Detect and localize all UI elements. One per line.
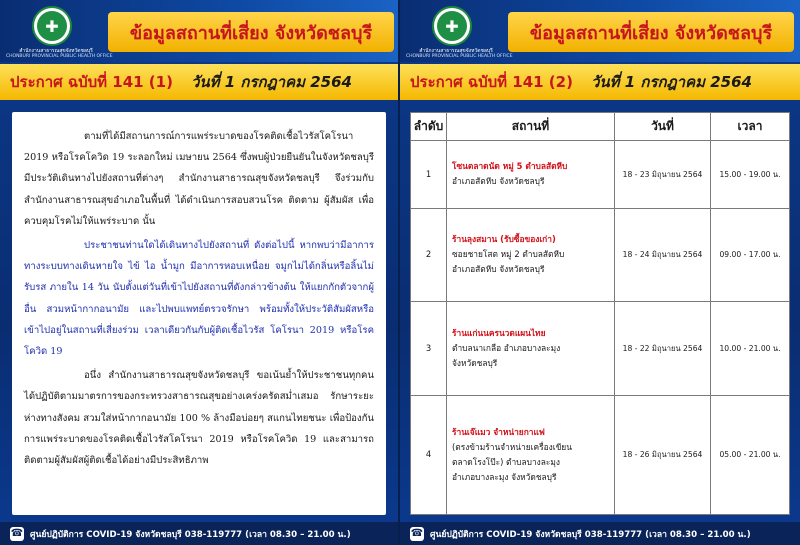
title-banner xyxy=(508,12,794,52)
table-row xyxy=(411,208,790,302)
hotline-footer xyxy=(400,522,800,545)
health-seal-logo xyxy=(432,6,472,46)
place-name: ร้านแก่นนครนวดแผนไทย xyxy=(452,327,546,338)
place-address: ซอยชายโสต หมู่ 2 ตำบลสัตหีบ อำเภอสัตหีบ จังหวัดชลบุรี xyxy=(452,249,565,275)
paragraph-advice: ประชาชนท่านใดได้เดินทางไปยังสถานที่ ดังต่อไปนี้ หากพบว่ามีอาการทางระบบทางเดินหายใจ ไข้ ไอ น้ำมูก มีอาการหอบเหนื่อย จมูกไม่ได้กลิ่นหรือลิ้นไม่รับรส ภายใน 14 วัน นับตั้งแต่วันที่เข้าไปยังสถานที่ดังกล่าวข้างต้น ให้แยกกักตัวจากผู้อื่น สวมหน้ากากอนามัย และไปพบแพทย์ตรวจรักษา พร้อมทั้งให้ประวัติสัมผัสหรือเข้าไปอยู่ในสถานที่เสี่ยงร่วม เวลาเดียวกันกับผู้ติดเชื้อไวรัส โคโรนา 2019 หรือโรคโควิด 19 xyxy=(24,240,374,358)
col-header-place: สถานที่ xyxy=(447,113,615,141)
title-banner xyxy=(108,12,394,52)
col-header-date: วันที่ xyxy=(615,113,711,141)
org-name-en: CHONBURI PROVINCIAL PUBLIC HEALTH OFFICE xyxy=(6,54,113,59)
hotline-footer xyxy=(0,522,400,545)
announcement-number: ประกาศ ฉบับที่ 141 (2) xyxy=(410,73,573,91)
row-date: 18 - 26 มิถุนายน 2564 xyxy=(615,395,711,514)
row-date: 18 - 22 มิถุนายน 2564 xyxy=(615,302,711,396)
caduceus-icon: ✚ xyxy=(437,11,467,41)
risk-locations-table-wrap xyxy=(410,112,790,515)
place-address: อำเภอสัตหีบ จังหวัดชลบุรี xyxy=(452,176,545,187)
row-place xyxy=(447,141,615,209)
announcement-bar xyxy=(400,64,800,100)
row-time: 15.00 - 19.00 น. xyxy=(711,141,790,209)
place-address: ตำบลนาเกลือ อำเภอบางละมุง จังหวัดชลบุรี xyxy=(452,342,561,368)
org-name-en: CHONBURI PROVINCIAL PUBLIC HEALTH OFFICE xyxy=(406,54,513,59)
announcement-text-card xyxy=(12,112,386,515)
row-place xyxy=(447,395,615,514)
announcement-date: วันที่ 1 กรกฎาคม 2564 xyxy=(190,73,352,91)
page-title: ข้อมูลสถานที่เสี่ยง จังหวัดชลบุรี xyxy=(529,22,773,44)
panel-header xyxy=(0,0,400,62)
caduceus-icon: ✚ xyxy=(37,11,67,41)
hotline-text: ศูนย์ปฏิบัติการ COVID-19 จังหวัดชลบุรี 038-119777 (เวลา 08.30 – 21.00 น.) xyxy=(430,529,751,540)
place-name: โซนตลาดนัด หมู่ 5 ตำบลสัตหีบ xyxy=(452,161,568,172)
table-row xyxy=(411,141,790,209)
place-name: ร้านลุงสมาน (รับซื้อของเก่า) xyxy=(452,234,556,245)
health-seal-logo xyxy=(32,6,72,46)
col-header-number: ลำดับ xyxy=(411,113,447,141)
paragraph-measures: อนึ่ง สำนักงานสาธารณสุขจังหวัดชลบุรี ขอเน้นย้ำให้ประชาชนทุกคน ได้ปฏิบัติตามมาตรการของกระทรวงสาธารณสุขอย่างเคร่งครัดสม่ำเสมอ รักษาระยะห่างทางสังคม สวมใส่หน้ากากอนามัย 100 % ล้างมือบ่อยๆ สแกนไทยชนะ เพื่อป้องกัน การแพร่ระบาดของโรคติดเชื้อไวรัสโคโรนา 2019 หรือโรคโควิด 19 และสามารถติดตามผู้สัมผัสผู้ติดเชื้อได้อย่างมีประสิทธิภาพ xyxy=(24,370,374,467)
announcement-number: ประกาศ ฉบับที่ 141 (1) xyxy=(10,73,173,91)
row-place xyxy=(447,208,615,302)
row-number: 1 xyxy=(411,141,447,209)
announcement-bar xyxy=(0,64,400,100)
announcement-date: วันที่ 1 กรกฎาคม 2564 xyxy=(590,73,752,91)
row-number: 2 xyxy=(411,208,447,302)
row-time: 05.00 - 21.00 น. xyxy=(711,395,790,514)
place-name: ร้านเจ๊แมว จำหน่ายกาแฟ xyxy=(452,426,545,437)
col-header-time: เวลา xyxy=(711,113,790,141)
row-time: 09.00 - 17.00 น. xyxy=(711,208,790,302)
table-row xyxy=(411,395,790,514)
table-header-row xyxy=(411,113,790,141)
phone-icon: ☎ xyxy=(10,528,24,539)
page-title: ข้อมูลสถานที่เสี่ยง จังหวัดชลบุรี xyxy=(129,22,373,44)
hotline-text: ศูนย์ปฏิบัติการ COVID-19 จังหวัดชลบุรี 038-119777 (เวลา 08.30 – 21.00 น.) xyxy=(30,529,351,540)
announcement-panel-right xyxy=(400,0,800,545)
row-date: 18 - 24 มิถุนายน 2564 xyxy=(615,208,711,302)
org-name-th: สำนักงานสาธารณสุขจังหวัดชลบุรี xyxy=(19,48,93,54)
panel-header xyxy=(400,0,800,62)
phone-icon: ☎ xyxy=(410,528,424,539)
row-place xyxy=(447,302,615,396)
row-number: 4 xyxy=(411,395,447,514)
org-name-th: สำนักงานสาธารณสุขจังหวัดชลบุรี xyxy=(419,48,493,54)
paragraph-situation: ตามที่ได้มีสถานการณ์การแพร่ระบาดของโรคติดเชื้อไวรัสโคโรนา 2019 หรือโรคโควิด 19 ระลอกใหม่ เมษายน 2564 ซึ่งพบผู้ป่วยยืนยันในจังหวัดชลบุรี มีประวัติเดินทางไปยังสถานที่ต่างๆ สำนักงานสาธารณสุขจังหวัดชลบุรี จึงร่วมกับสำนักงานสาธารณสุขอำเภอในพื้นที่ ได้ดำเนินการสอบสวนโรค ติดตาม ผู้สัมผัส เพื่อควบคุมโรคไม่ให้แพร่ระบาด นั้น xyxy=(24,131,374,227)
row-number: 3 xyxy=(411,302,447,396)
table-row xyxy=(411,302,790,396)
row-date: 18 - 23 มิถุนายน 2564 xyxy=(615,141,711,209)
row-time: 10.00 - 21.00 น. xyxy=(711,302,790,396)
place-address: (ตรงข้ามร้านจำหน่ายเครื่องเขียน ตลาดโรงโป๊ะ) ตำบลบางละมุง อำเภอบางละมุง จังหวัดชลบุรี xyxy=(452,441,572,482)
risk-locations-table xyxy=(410,112,790,515)
